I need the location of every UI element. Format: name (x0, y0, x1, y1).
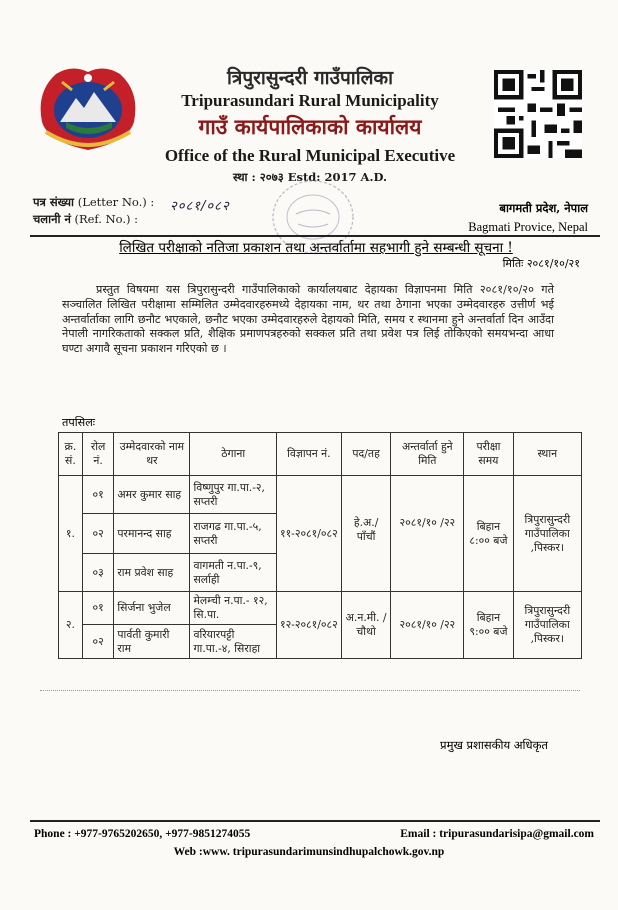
ref-no-label-np: चलानी नं (33, 212, 71, 226)
cell-post: अ.न.मी. /चौथो (341, 592, 391, 659)
cell-post: हे.अ./ पाँचौं (341, 476, 391, 592)
cell-ad-no: १२-२०८१/०८२ (276, 592, 341, 659)
notice-subject: लिखित परीक्षाको नतिजा प्रकाशन तथा अन्तर्वार्तामा सहभागी हुने सम्बन्धी सूचना ! (119, 240, 513, 256)
established-line: स्था : २०७३ Estd: 2017 A.D. (232, 170, 388, 184)
office-name-np: गाउँ कार्यपालिकाको कार्यालय (198, 114, 422, 139)
cell-address: मेलम्ची न.पा.- १२, सि.पा. (190, 592, 276, 625)
cell-venue: त्रिपुरासुन्दरी गाउँपालिका ,पिस्कर। (513, 592, 581, 659)
cell-name: राम प्रवेश साह (114, 554, 190, 592)
results-table (58, 432, 582, 659)
footer-web: Web :www. tripurasundarimunsindhupalchowk.gov.np (173, 846, 445, 858)
col-roll: रोल नं. (82, 433, 114, 476)
cell-address: वागमती न.पा.-९, सर्लाही (190, 554, 276, 592)
cell-ad-no: ११-२०८१/०८२ (276, 476, 341, 592)
footer-email: Email : tripurasundarisipa@gmail.com (400, 828, 594, 840)
cell-time: बिहान ८:०० बजे (464, 476, 513, 592)
col-date: अन्तर्वार्ता हुने मिति (391, 433, 464, 476)
cell-name: परमानन्द साह (114, 514, 190, 554)
header-divider (30, 235, 600, 237)
col-ad-no: विज्ञापन नं. (276, 433, 341, 476)
cell-sn: २. (59, 592, 83, 659)
col-address: ठेगाना (190, 433, 276, 476)
qr-code-icon (494, 70, 582, 158)
ref-no-label-en: (Ref. No.) : (74, 212, 139, 226)
letter-no-label-np: पत्र संख्या (33, 195, 75, 209)
cell-sn: १. (59, 476, 83, 592)
cell-roll: ०१ (82, 476, 114, 514)
notice-date: मितिः २०८१/१०/२१ (502, 257, 580, 270)
table-header-row (59, 433, 582, 476)
letter-no-label-en: (Letter No.) : (77, 195, 155, 209)
cell-roll: ०२ (82, 514, 114, 554)
col-sn: क्र. सं. (59, 433, 83, 476)
col-time: परीक्षा समय (464, 433, 513, 476)
details-label: तपसिलः (62, 416, 96, 429)
letter-no-label (33, 195, 154, 210)
signature-title: प्रमुख प्रशासकीय अधिकृत (440, 738, 548, 752)
letter-no-value: २०८१/०८२ (170, 199, 230, 214)
cell-roll: ०१ (82, 592, 114, 625)
province-np: बागमती प्रदेश, नेपाल (499, 201, 588, 215)
col-venue: स्थान (513, 433, 581, 476)
col-name: उम्मेदवारको नाम थर (114, 433, 190, 476)
cell-venue: त्रिपुरासुन्दरी गाउँपालिका ,पिस्कर। (513, 476, 581, 592)
col-post: पद/तह (341, 433, 391, 476)
footer-divider (30, 820, 600, 822)
province-en: Bagmati Provice, Nepal (468, 220, 588, 234)
cell-address: वरियारपट्टी गा.पा.-४, सिराहा (190, 625, 276, 659)
nepal-emblem-icon (32, 62, 144, 154)
office-name-en: Office of the Rural Municipal Executive (164, 146, 456, 165)
cell-address: विष्णुपुर गा.पा.-२, सप्तरी (190, 476, 276, 514)
footer-phone: Phone : +977-9765202650, +977-9851274055 (34, 828, 251, 840)
cell-date: २०८१/१० /२२ (391, 476, 464, 592)
ref-no-label (33, 212, 138, 227)
cell-date: २०८१/१० /२२ (391, 592, 464, 659)
cell-address: राजगढ गा.पा.-५, सप्तरी (190, 514, 276, 554)
table-row (59, 476, 582, 514)
cell-roll: ०२ (82, 625, 114, 659)
cell-name: अमर कुमार साह (114, 476, 190, 514)
cell-name: पार्वती कुमारी राम (114, 625, 190, 659)
faint-dotted-line (40, 690, 580, 695)
cell-name: सिर्जना भुजेल (114, 592, 190, 625)
table-row (59, 592, 582, 625)
notice-body: प्रस्तुत विषयमा यस त्रिपुरासुन्दरी गाउँपालिकाको कार्यालयबाट देहायका विज्ञापनमा मिति २०८१/१०/२० गते सञ्चालित लिखित परीक्षामा सम्मिलित उम्मेदवारहरुमध्ये देहायका नाम, थर तथा ठेगाना भएका उम्मेदवारहरु उत्तीर्ण भई अन्तर्वार्ताका लागि छनौट भएकाले, छनौट भएका उम्मेदवारहरुले देहायको मिति, समय र स्थानमा हुने अन्तर्वार्ता दिन आउँदा नेपाली नागरिकताको सक्कल प्रति, शैक्षिक प्रमाणपत्रहरुको सक्कल प्रति तथा प्रवेश पत्र लिई तोकिएको समयभन्दा आधा घण्टा अगावै सूचना प्रकाशन गरिएको छ । (62, 283, 554, 356)
municipality-name-np: त्रिपुरासुन्दरी गाउँपालिका (226, 67, 394, 89)
cell-roll: ०३ (82, 554, 114, 592)
cell-time: बिहान ९:०० बजे (464, 592, 513, 659)
municipality-name-en: Tripurasundari Rural Municipality (181, 91, 439, 110)
